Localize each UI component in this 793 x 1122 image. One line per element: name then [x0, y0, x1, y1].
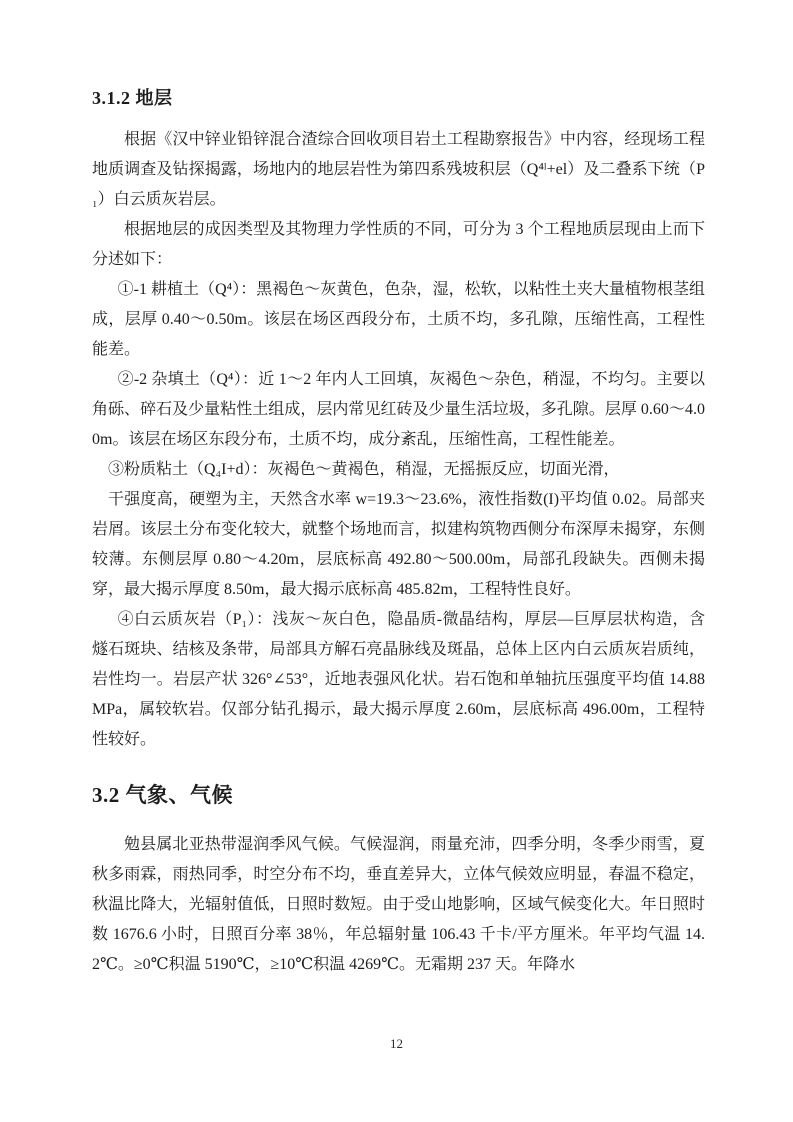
page-number: 12 — [390, 1036, 403, 1051]
paragraph-layer-2-miscellaneous-fill: ②-2 杂填土（Q⁴）：近 1～2 年内人工回填，灰褐色～杂色，稍湿，不均匀。主要以角砾、碎石及少量粘性土组成，层内常见红砖及少量生活垃圾，多孔隙。层厚 0.60～4.00m。该层在场区东段分布，土质不均，成分紊乱，压缩性高，工程性能差。 — [92, 371, 705, 448]
paragraph-strata-intro: 根据《汉中锌业铅锌混合渣综合回收项目岩土工程勘察报告》中内容，经现场工程地质调查及钻探揭露，场地内的地层岩性为第四系残坡积层（Q⁴ˡ+el）及二叠系下统（P₁）白云质灰岩层。 — [92, 131, 705, 208]
paragraph-climate-overview: 勉县属北亚热带湿润季风气候。气候湿润，雨量充沛，四季分明，冬季少雨雪，夏秋多雨霖，雨热同季，时空分布不均，垂直差异大，立体气候效应明显，春温不稳定，秋温比降大，光辐射值低，日照时数短。由于受山地影响，区域气候变化大。年日照时数 1676.6 小时，日照百分率 38％，年总辐射量 106.43 千卡/平方厘米。年平均气温 14.2℃。≥0℃积温 5190℃，≥10℃积温 4269℃。无霜期 237 天。年降水 — [92, 836, 705, 973]
heading-3-2-climate: 3.2 气象、气候 — [92, 783, 233, 807]
paragraph-layer-4-dolomitic-limestone: ④白云质灰岩（P₁）：浅灰～灰白色，隐晶质-微晶结构，厚层—巨厚层状构造，含燧石斑块、结核及条带，局部具方解石亮晶脉线及斑晶，总体上区内白云质灰岩质纯，岩性均一。岩层产状 326°∠53°，近地表强风化状。岩石饱和单轴抗压强度平均值 14.88MPa，属较软岩。仅部分钻孔揭示，最大揭示厚度 2.60m，层底标高 496.00m，工程特性较好。 — [92, 611, 705, 748]
paragraph-layer-3-silty-clay: ③粉质粘土（Q₄I+d）：灰褐色～黄褐色，稍湿，无摇振反应，切面光滑， — [108, 461, 620, 478]
paragraph-layer-1-cultivated-soil: ①-1 耕植土（Q⁴）：黑褐色～灰黄色，色杂，湿，松软，以粘性土夹大量植物根茎组成，层厚 0.40～0.50m。该层在场区西段分布，土质不均，多孔隙，压缩性高，工程性能差。 — [92, 281, 705, 358]
paragraph-strata-classification: 根据地层的成因类型及其物理力学性质的不同，可分为 3 个工程地质层现由上而下分述如下： — [92, 221, 705, 268]
paragraph-layer-3-silty-clay-continued: 干强度高，硬塑为主，天然含水率 w=19.3～23.6%，液性指数(I)平均值 0.02。局部夹岩屑。该层土分布变化较大，就整个场地而言，拟建构筑物西侧分布深厚未揭穿，东侧较薄。东侧层厚 0.80～4.20m，层底标高 492.80～500.00m，局部孔段缺失。西侧未揭穿，最大揭示厚度 8.50m，最大揭示底标高 485.82m，工程特性良好。 — [92, 491, 705, 598]
heading-3-1-2-strata: 3.1.2 地层 — [92, 88, 173, 108]
